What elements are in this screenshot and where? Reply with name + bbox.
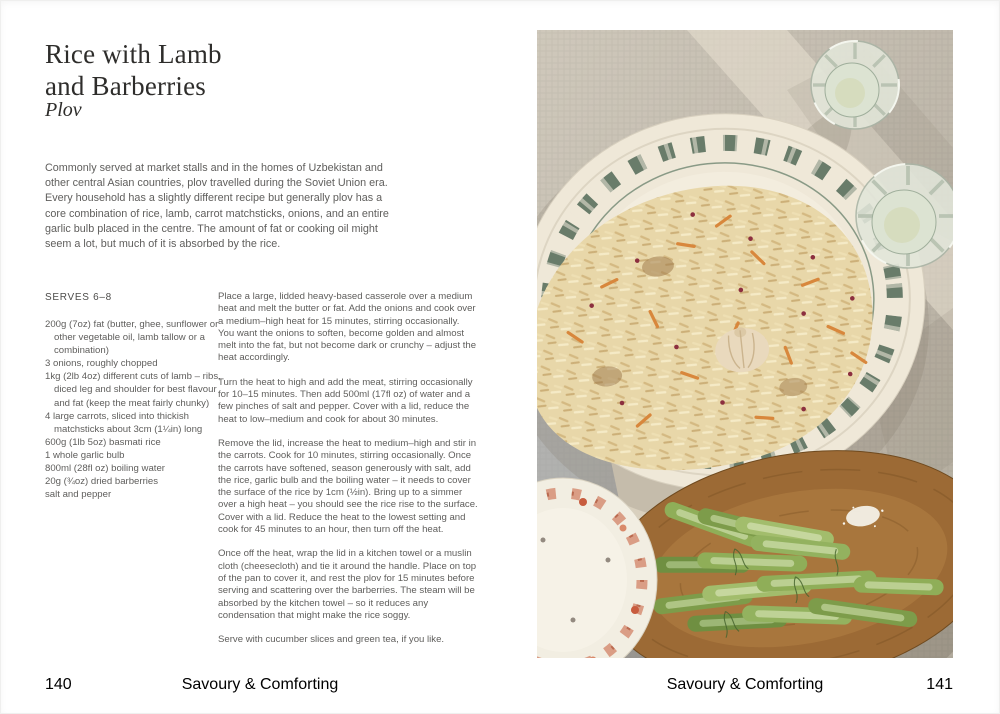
recipe-photo	[537, 30, 953, 658]
ingredient-item: 20g (¾oz) dried barberries	[45, 476, 159, 488]
recipe-title	[45, 38, 222, 102]
recipe-photo-page	[520, 0, 1000, 714]
ingredient-item: salt and pepper	[45, 489, 112, 501]
method-step: Turn the heat to high and add the meat, stirring occasionally for 10–15 minutes. Then add 500ml (17fl oz) of water and a few pinches of salt and pepper. Cover with a lid, reduce the heat to low–medium and cook for about 30 minutes.	[218, 376, 473, 425]
serves-label: SERVES 6–8	[45, 292, 112, 303]
recipe-intro: Commonly served at market stalls and in the homes of Uzbekistan and other central Asian countries, plov travelled during the Soviet Union era. Every household has a slightly different recipe but generally plov has a core combination of rice, lamb, carrot matchsticks, onions, and an entire garlic bulb placed in the centre. The amount of fat or cooking oil might seem a lot, but much of it is absorbed by the rice.	[45, 162, 389, 251]
tea-glass-bottom	[856, 164, 953, 268]
recipe-title-line2: and Barberries	[45, 71, 206, 101]
method-step: Place a large, lidded heavy-based casserole over a medium heat and melt the butter or fat. Add the onions and cook over a medium–high heat for 15 minutes, stirring occasionally. You want the onions to soften, become golden and almost melt into the fat, but not become dark or crunchy – adjust the heat accordingly.	[218, 291, 477, 364]
right-page-number: 141	[926, 676, 953, 693]
ingredient-item: 1 whole garlic bulb	[45, 449, 125, 461]
ingredient-item: 200g (7oz) fat (butter, ghee, sunflower or other vegetable oil, lamb tallow or a combination)	[45, 319, 219, 357]
recipe-title-line1: Rice with Lamb	[45, 39, 222, 69]
plov-photo-illustration	[537, 30, 953, 658]
ingredient-item: 1kg (2lb 4oz) different cuts of lamb – ribs, diced leg and shoulder for best flavour and fat (keep the meat fairly chunky)	[45, 371, 221, 409]
method-step: Serve with cucumber slices and green tea, if you like.	[218, 634, 445, 646]
method-steps	[218, 291, 478, 658]
tea-glass-top	[811, 41, 899, 129]
method-step: Remove the lid, increase the heat to medium–high and stir in the carrots. Cook for 10 minutes, stirring occasionally. Once the carrots have softened, season generously with salt, add the rice, garlic bulb and the boiling water – it needs to cover the surface of the rice by 1cm (½in). Bring up to a simmer over a high heat – you should see the rice rise to the surface. Cover with a lid. Reduce the heat to the lowest setting and cook for 45 minutes to an hour, then turn off the heat.	[218, 437, 478, 536]
ingredient-item: 600g (1lb 5oz) basmati rice	[45, 436, 161, 448]
left-page-number: 140	[45, 676, 72, 693]
left-section-label: Savoury & Comforting	[181, 676, 339, 693]
ingredients-list	[45, 318, 221, 501]
ingredient-item: 3 onions, roughly chopped	[45, 358, 158, 370]
recipe-subtitle: Plov	[45, 99, 82, 121]
method-step: Once off the heat, wrap the lid in a kitchen towel or a muslin cloth (cheesecloth) and tie it around the handle. Place on top of the pan to cover it, and rest the plov for 15 minutes before serving and scattering over the barberries. The steam will be absorbed by the kitchen towel – so it reduces any condensation that might make the rice soggy.	[218, 548, 477, 621]
right-section-label: Savoury & Comforting	[666, 676, 824, 693]
ingredient-item: 800ml (28fl oz) boiling water	[45, 463, 165, 475]
ingredient-item: 4 large carrots, sliced into thickish matchsticks about 3cm (1¼in) long	[45, 410, 203, 435]
